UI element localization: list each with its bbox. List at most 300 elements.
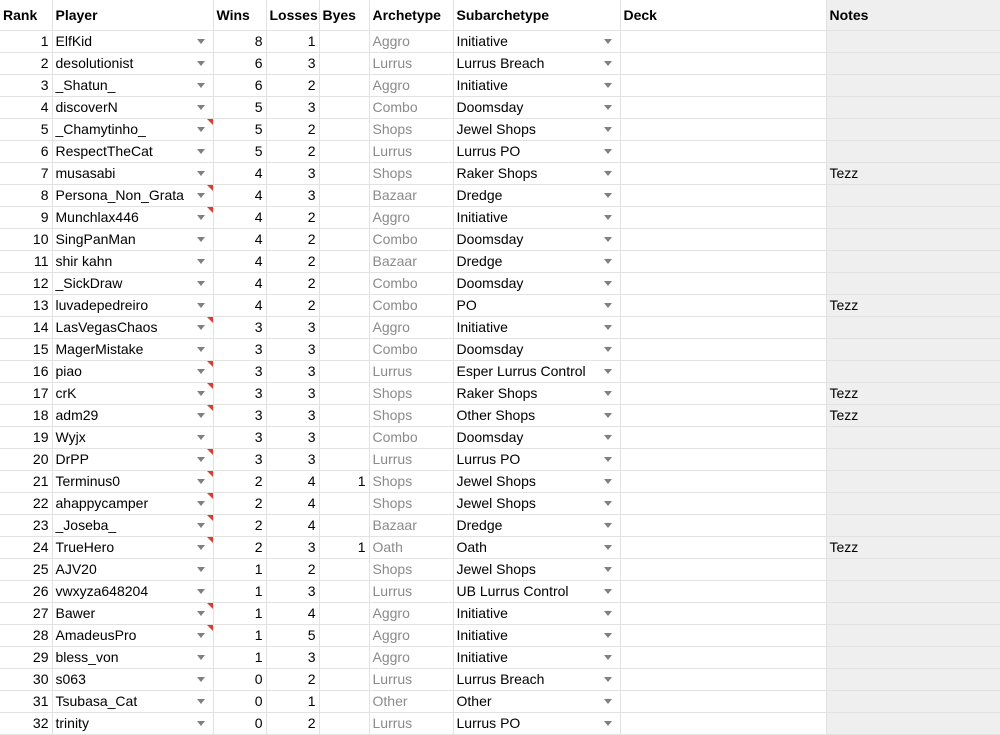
notes-cell[interactable] — [826, 272, 1000, 294]
byes-cell[interactable] — [319, 272, 369, 294]
player-cell[interactable] — [52, 30, 213, 52]
wins-cell[interactable] — [213, 382, 266, 404]
notes-cell[interactable] — [826, 360, 1000, 382]
rank-cell[interactable] — [0, 272, 52, 294]
subarchetype-cell[interactable] — [453, 52, 620, 74]
rank-cell[interactable] — [0, 250, 52, 272]
losses-cell[interactable] — [266, 360, 319, 382]
chevron-down-icon[interactable] — [197, 325, 205, 330]
notes-cell[interactable] — [826, 470, 1000, 492]
deck-cell[interactable] — [620, 492, 826, 514]
rank-cell[interactable] — [0, 338, 52, 360]
chevron-down-icon[interactable] — [197, 457, 205, 462]
wins-cell[interactable] — [213, 558, 266, 580]
notes-cell[interactable] — [826, 426, 1000, 448]
subarchetype-cell[interactable] — [453, 712, 620, 734]
comment-indicator-icon[interactable] — [207, 185, 213, 191]
losses-cell[interactable] — [266, 250, 319, 272]
byes-cell[interactable] — [319, 624, 369, 646]
losses-cell[interactable] — [266, 712, 319, 734]
player-cell[interactable] — [52, 382, 213, 404]
chevron-down-icon[interactable] — [197, 479, 205, 484]
subarchetype-cell[interactable] — [453, 250, 620, 272]
chevron-down-icon[interactable] — [197, 215, 205, 220]
chevron-down-icon[interactable] — [197, 171, 205, 176]
chevron-down-icon[interactable] — [197, 435, 205, 440]
byes-cell[interactable] — [319, 712, 369, 734]
chevron-down-icon[interactable] — [604, 171, 612, 176]
archetype-cell[interactable] — [369, 250, 453, 272]
notes-cell[interactable] — [826, 668, 1000, 690]
subarchetype-cell[interactable] — [453, 690, 620, 712]
rank-cell[interactable] — [0, 492, 52, 514]
subarchetype-cell[interactable] — [453, 448, 620, 470]
chevron-down-icon[interactable] — [197, 149, 205, 154]
player-cell[interactable] — [52, 580, 213, 602]
chevron-down-icon[interactable] — [604, 61, 612, 66]
archetype-cell[interactable] — [369, 514, 453, 536]
deck-cell[interactable] — [620, 536, 826, 558]
byes-cell[interactable] — [319, 118, 369, 140]
subarchetype-cell[interactable] — [453, 624, 620, 646]
archetype-cell[interactable] — [369, 426, 453, 448]
deck-cell[interactable] — [620, 668, 826, 690]
losses-cell[interactable] — [266, 316, 319, 338]
subarchetype-cell[interactable] — [453, 668, 620, 690]
chevron-down-icon[interactable] — [604, 633, 612, 638]
chevron-down-icon[interactable] — [197, 127, 205, 132]
chevron-down-icon[interactable] — [197, 391, 205, 396]
notes-cell[interactable] — [826, 30, 1000, 52]
chevron-down-icon[interactable] — [604, 325, 612, 330]
chevron-down-icon[interactable] — [197, 501, 205, 506]
archetype-cell[interactable] — [369, 184, 453, 206]
wins-cell[interactable] — [213, 536, 266, 558]
byes-cell[interactable] — [319, 52, 369, 74]
notes-cell[interactable] — [826, 118, 1000, 140]
archetype-cell[interactable] — [369, 30, 453, 52]
chevron-down-icon[interactable] — [197, 259, 205, 264]
notes-cell[interactable] — [826, 382, 1000, 404]
chevron-down-icon[interactable] — [604, 149, 612, 154]
losses-cell[interactable] — [266, 426, 319, 448]
chevron-down-icon[interactable] — [197, 303, 205, 308]
player-cell[interactable] — [52, 602, 213, 624]
wins-cell[interactable] — [213, 30, 266, 52]
subarchetype-cell[interactable] — [453, 602, 620, 624]
losses-cell[interactable] — [266, 602, 319, 624]
notes-cell[interactable] — [826, 206, 1000, 228]
chevron-down-icon[interactable] — [604, 347, 612, 352]
wins-cell[interactable] — [213, 140, 266, 162]
chevron-down-icon[interactable] — [197, 39, 205, 44]
deck-cell[interactable] — [620, 470, 826, 492]
rank-cell[interactable] — [0, 184, 52, 206]
chevron-down-icon[interactable] — [604, 369, 612, 374]
comment-indicator-icon[interactable] — [207, 603, 213, 609]
wins-cell[interactable] — [213, 294, 266, 316]
archetype-cell[interactable] — [369, 118, 453, 140]
deck-cell[interactable] — [620, 228, 826, 250]
wins-cell[interactable] — [213, 250, 266, 272]
archetype-cell[interactable] — [369, 624, 453, 646]
archetype-cell[interactable] — [369, 536, 453, 558]
rank-cell[interactable] — [0, 668, 52, 690]
deck-cell[interactable] — [620, 712, 826, 734]
wins-cell[interactable] — [213, 668, 266, 690]
chevron-down-icon[interactable] — [197, 721, 205, 726]
byes-cell[interactable] — [319, 602, 369, 624]
header-rank[interactable]: Rank — [0, 0, 52, 30]
chevron-down-icon[interactable] — [604, 259, 612, 264]
wins-cell[interactable] — [213, 690, 266, 712]
chevron-down-icon[interactable] — [197, 633, 205, 638]
subarchetype-cell[interactable] — [453, 514, 620, 536]
chevron-down-icon[interactable] — [197, 281, 205, 286]
losses-cell[interactable] — [266, 404, 319, 426]
subarchetype-cell[interactable] — [453, 536, 620, 558]
losses-cell[interactable] — [266, 118, 319, 140]
archetype-cell[interactable] — [369, 140, 453, 162]
byes-cell[interactable] — [319, 404, 369, 426]
player-cell[interactable] — [52, 250, 213, 272]
comment-indicator-icon[interactable] — [207, 119, 213, 125]
archetype-cell[interactable] — [369, 668, 453, 690]
rank-cell[interactable] — [0, 536, 52, 558]
notes-cell[interactable] — [826, 492, 1000, 514]
chevron-down-icon[interactable] — [197, 83, 205, 88]
wins-cell[interactable] — [213, 514, 266, 536]
player-cell[interactable] — [52, 492, 213, 514]
notes-cell[interactable] — [826, 162, 1000, 184]
deck-cell[interactable] — [620, 426, 826, 448]
chevron-down-icon[interactable] — [197, 589, 205, 594]
archetype-cell[interactable] — [369, 74, 453, 96]
notes-cell[interactable] — [826, 558, 1000, 580]
notes-cell[interactable] — [826, 646, 1000, 668]
comment-indicator-icon[interactable] — [207, 317, 213, 323]
chevron-down-icon[interactable] — [604, 303, 612, 308]
rank-cell[interactable] — [0, 162, 52, 184]
subarchetype-cell[interactable] — [453, 96, 620, 118]
archetype-cell[interactable] — [369, 690, 453, 712]
chevron-down-icon[interactable] — [604, 501, 612, 506]
byes-cell[interactable] — [319, 316, 369, 338]
losses-cell[interactable] — [266, 162, 319, 184]
byes-cell[interactable] — [319, 140, 369, 162]
chevron-down-icon[interactable] — [197, 237, 205, 242]
archetype-cell[interactable] — [369, 228, 453, 250]
comment-indicator-icon[interactable] — [207, 493, 213, 499]
byes-cell[interactable] — [319, 492, 369, 514]
wins-cell[interactable] — [213, 272, 266, 294]
player-cell[interactable] — [52, 514, 213, 536]
chevron-down-icon[interactable] — [604, 567, 612, 572]
archetype-cell[interactable] — [369, 162, 453, 184]
losses-cell[interactable] — [266, 624, 319, 646]
chevron-down-icon[interactable] — [604, 611, 612, 616]
comment-indicator-icon[interactable] — [207, 405, 213, 411]
byes-cell[interactable] — [319, 426, 369, 448]
chevron-down-icon[interactable] — [604, 655, 612, 660]
rank-cell[interactable] — [0, 316, 52, 338]
chevron-down-icon[interactable] — [197, 655, 205, 660]
losses-cell[interactable] — [266, 184, 319, 206]
rank-cell[interactable] — [0, 118, 52, 140]
chevron-down-icon[interactable] — [604, 105, 612, 110]
chevron-down-icon[interactable] — [197, 545, 205, 550]
deck-cell[interactable] — [620, 294, 826, 316]
byes-cell[interactable] — [319, 690, 369, 712]
notes-cell[interactable] — [826, 712, 1000, 734]
player-cell[interactable] — [52, 206, 213, 228]
wins-cell[interactable] — [213, 228, 266, 250]
archetype-cell[interactable] — [369, 558, 453, 580]
notes-cell[interactable] — [826, 294, 1000, 316]
archetype-cell[interactable] — [369, 294, 453, 316]
losses-cell[interactable] — [266, 228, 319, 250]
wins-cell[interactable] — [213, 624, 266, 646]
deck-cell[interactable] — [620, 30, 826, 52]
losses-cell[interactable] — [266, 30, 319, 52]
wins-cell[interactable] — [213, 580, 266, 602]
notes-cell[interactable] — [826, 448, 1000, 470]
comment-indicator-icon[interactable] — [207, 537, 213, 543]
player-cell[interactable] — [52, 272, 213, 294]
chevron-down-icon[interactable] — [604, 457, 612, 462]
chevron-down-icon[interactable] — [197, 611, 205, 616]
byes-cell[interactable] — [319, 558, 369, 580]
chevron-down-icon[interactable] — [197, 523, 205, 528]
chevron-down-icon[interactable] — [197, 193, 205, 198]
subarchetype-cell[interactable] — [453, 118, 620, 140]
byes-cell[interactable] — [319, 294, 369, 316]
archetype-cell[interactable] — [369, 712, 453, 734]
wins-cell[interactable] — [213, 338, 266, 360]
header-wins[interactable]: Wins — [213, 0, 266, 30]
player-cell[interactable] — [52, 470, 213, 492]
header-archetype[interactable]: Archetype — [369, 0, 453, 30]
chevron-down-icon[interactable] — [604, 435, 612, 440]
rank-cell[interactable] — [0, 580, 52, 602]
byes-cell[interactable] — [319, 382, 369, 404]
deck-cell[interactable] — [620, 602, 826, 624]
deck-cell[interactable] — [620, 206, 826, 228]
rank-cell[interactable] — [0, 404, 52, 426]
subarchetype-cell[interactable] — [453, 140, 620, 162]
archetype-cell[interactable] — [369, 206, 453, 228]
archetype-cell[interactable] — [369, 272, 453, 294]
subarchetype-cell[interactable] — [453, 470, 620, 492]
chevron-down-icon[interactable] — [604, 391, 612, 396]
losses-cell[interactable] — [266, 514, 319, 536]
player-cell[interactable] — [52, 140, 213, 162]
deck-cell[interactable] — [620, 162, 826, 184]
rank-cell[interactable] — [0, 470, 52, 492]
deck-cell[interactable] — [620, 404, 826, 426]
player-cell[interactable] — [52, 404, 213, 426]
wins-cell[interactable] — [213, 118, 266, 140]
deck-cell[interactable] — [620, 338, 826, 360]
header-byes[interactable]: Byes — [319, 0, 369, 30]
comment-indicator-icon[interactable] — [207, 625, 213, 631]
subarchetype-cell[interactable] — [453, 492, 620, 514]
losses-cell[interactable] — [266, 140, 319, 162]
rank-cell[interactable] — [0, 206, 52, 228]
chevron-down-icon[interactable] — [197, 567, 205, 572]
notes-cell[interactable] — [826, 250, 1000, 272]
player-cell[interactable] — [52, 712, 213, 734]
chevron-down-icon[interactable] — [197, 677, 205, 682]
archetype-cell[interactable] — [369, 646, 453, 668]
chevron-down-icon[interactable] — [604, 237, 612, 242]
wins-cell[interactable] — [213, 360, 266, 382]
byes-cell[interactable] — [319, 360, 369, 382]
rank-cell[interactable] — [0, 690, 52, 712]
rank-cell[interactable] — [0, 646, 52, 668]
deck-cell[interactable] — [620, 272, 826, 294]
archetype-cell[interactable] — [369, 382, 453, 404]
byes-cell[interactable] — [319, 514, 369, 536]
rank-cell[interactable] — [0, 602, 52, 624]
player-cell[interactable] — [52, 228, 213, 250]
deck-cell[interactable] — [620, 558, 826, 580]
wins-cell[interactable] — [213, 96, 266, 118]
byes-cell[interactable] — [319, 448, 369, 470]
subarchetype-cell[interactable] — [453, 382, 620, 404]
wins-cell[interactable] — [213, 470, 266, 492]
deck-cell[interactable] — [620, 580, 826, 602]
losses-cell[interactable] — [266, 96, 319, 118]
player-cell[interactable] — [52, 338, 213, 360]
player-cell[interactable] — [52, 294, 213, 316]
archetype-cell[interactable] — [369, 470, 453, 492]
player-cell[interactable] — [52, 52, 213, 74]
byes-cell[interactable] — [319, 470, 369, 492]
archetype-cell[interactable] — [369, 404, 453, 426]
byes-cell[interactable] — [319, 184, 369, 206]
subarchetype-cell[interactable] — [453, 316, 620, 338]
player-cell[interactable] — [52, 360, 213, 382]
archetype-cell[interactable] — [369, 96, 453, 118]
losses-cell[interactable] — [266, 338, 319, 360]
subarchetype-cell[interactable] — [453, 580, 620, 602]
rank-cell[interactable] — [0, 382, 52, 404]
losses-cell[interactable] — [266, 646, 319, 668]
wins-cell[interactable] — [213, 646, 266, 668]
notes-cell[interactable] — [826, 316, 1000, 338]
byes-cell[interactable] — [319, 646, 369, 668]
deck-cell[interactable] — [620, 184, 826, 206]
chevron-down-icon[interactable] — [197, 413, 205, 418]
wins-cell[interactable] — [213, 206, 266, 228]
byes-cell[interactable] — [319, 228, 369, 250]
byes-cell[interactable] — [319, 96, 369, 118]
deck-cell[interactable] — [620, 118, 826, 140]
losses-cell[interactable] — [266, 206, 319, 228]
deck-cell[interactable] — [620, 360, 826, 382]
wins-cell[interactable] — [213, 426, 266, 448]
wins-cell[interactable] — [213, 74, 266, 96]
chevron-down-icon[interactable] — [604, 721, 612, 726]
archetype-cell[interactable] — [369, 602, 453, 624]
byes-cell[interactable] — [319, 536, 369, 558]
rank-cell[interactable] — [0, 140, 52, 162]
subarchetype-cell[interactable] — [453, 228, 620, 250]
deck-cell[interactable] — [620, 316, 826, 338]
archetype-cell[interactable] — [369, 448, 453, 470]
chevron-down-icon[interactable] — [604, 479, 612, 484]
losses-cell[interactable] — [266, 294, 319, 316]
byes-cell[interactable] — [319, 162, 369, 184]
rank-cell[interactable] — [0, 426, 52, 448]
comment-indicator-icon[interactable] — [207, 449, 213, 455]
rank-cell[interactable] — [0, 514, 52, 536]
player-cell[interactable] — [52, 162, 213, 184]
byes-cell[interactable] — [319, 338, 369, 360]
notes-cell[interactable] — [826, 580, 1000, 602]
subarchetype-cell[interactable] — [453, 74, 620, 96]
player-cell[interactable] — [52, 426, 213, 448]
chevron-down-icon[interactable] — [604, 699, 612, 704]
subarchetype-cell[interactable] — [453, 338, 620, 360]
chevron-down-icon[interactable] — [604, 281, 612, 286]
comment-indicator-icon[interactable] — [207, 383, 213, 389]
player-cell[interactable] — [52, 646, 213, 668]
notes-cell[interactable] — [826, 52, 1000, 74]
byes-cell[interactable] — [319, 250, 369, 272]
wins-cell[interactable] — [213, 492, 266, 514]
deck-cell[interactable] — [620, 624, 826, 646]
subarchetype-cell[interactable] — [453, 272, 620, 294]
rank-cell[interactable] — [0, 558, 52, 580]
deck-cell[interactable] — [620, 514, 826, 536]
losses-cell[interactable] — [266, 668, 319, 690]
notes-cell[interactable] — [826, 338, 1000, 360]
subarchetype-cell[interactable] — [453, 30, 620, 52]
wins-cell[interactable] — [213, 184, 266, 206]
subarchetype-cell[interactable] — [453, 426, 620, 448]
subarchetype-cell[interactable] — [453, 646, 620, 668]
deck-cell[interactable] — [620, 646, 826, 668]
wins-cell[interactable] — [213, 602, 266, 624]
archetype-cell[interactable] — [369, 316, 453, 338]
wins-cell[interactable] — [213, 448, 266, 470]
chevron-down-icon[interactable] — [604, 193, 612, 198]
chevron-down-icon[interactable] — [604, 127, 612, 132]
chevron-down-icon[interactable] — [604, 545, 612, 550]
deck-cell[interactable] — [620, 382, 826, 404]
header-notes[interactable]: Notes — [826, 0, 1000, 30]
chevron-down-icon[interactable] — [604, 83, 612, 88]
rank-cell[interactable] — [0, 360, 52, 382]
deck-cell[interactable] — [620, 250, 826, 272]
subarchetype-cell[interactable] — [453, 558, 620, 580]
losses-cell[interactable] — [266, 470, 319, 492]
subarchetype-cell[interactable] — [453, 162, 620, 184]
byes-cell[interactable] — [319, 580, 369, 602]
header-player[interactable]: Player — [52, 0, 213, 30]
player-cell[interactable] — [52, 624, 213, 646]
rank-cell[interactable] — [0, 74, 52, 96]
archetype-cell[interactable] — [369, 580, 453, 602]
chevron-down-icon[interactable] — [604, 413, 612, 418]
subarchetype-cell[interactable] — [453, 360, 620, 382]
chevron-down-icon[interactable] — [604, 215, 612, 220]
rank-cell[interactable] — [0, 294, 52, 316]
deck-cell[interactable] — [620, 74, 826, 96]
subarchetype-cell[interactable] — [453, 294, 620, 316]
